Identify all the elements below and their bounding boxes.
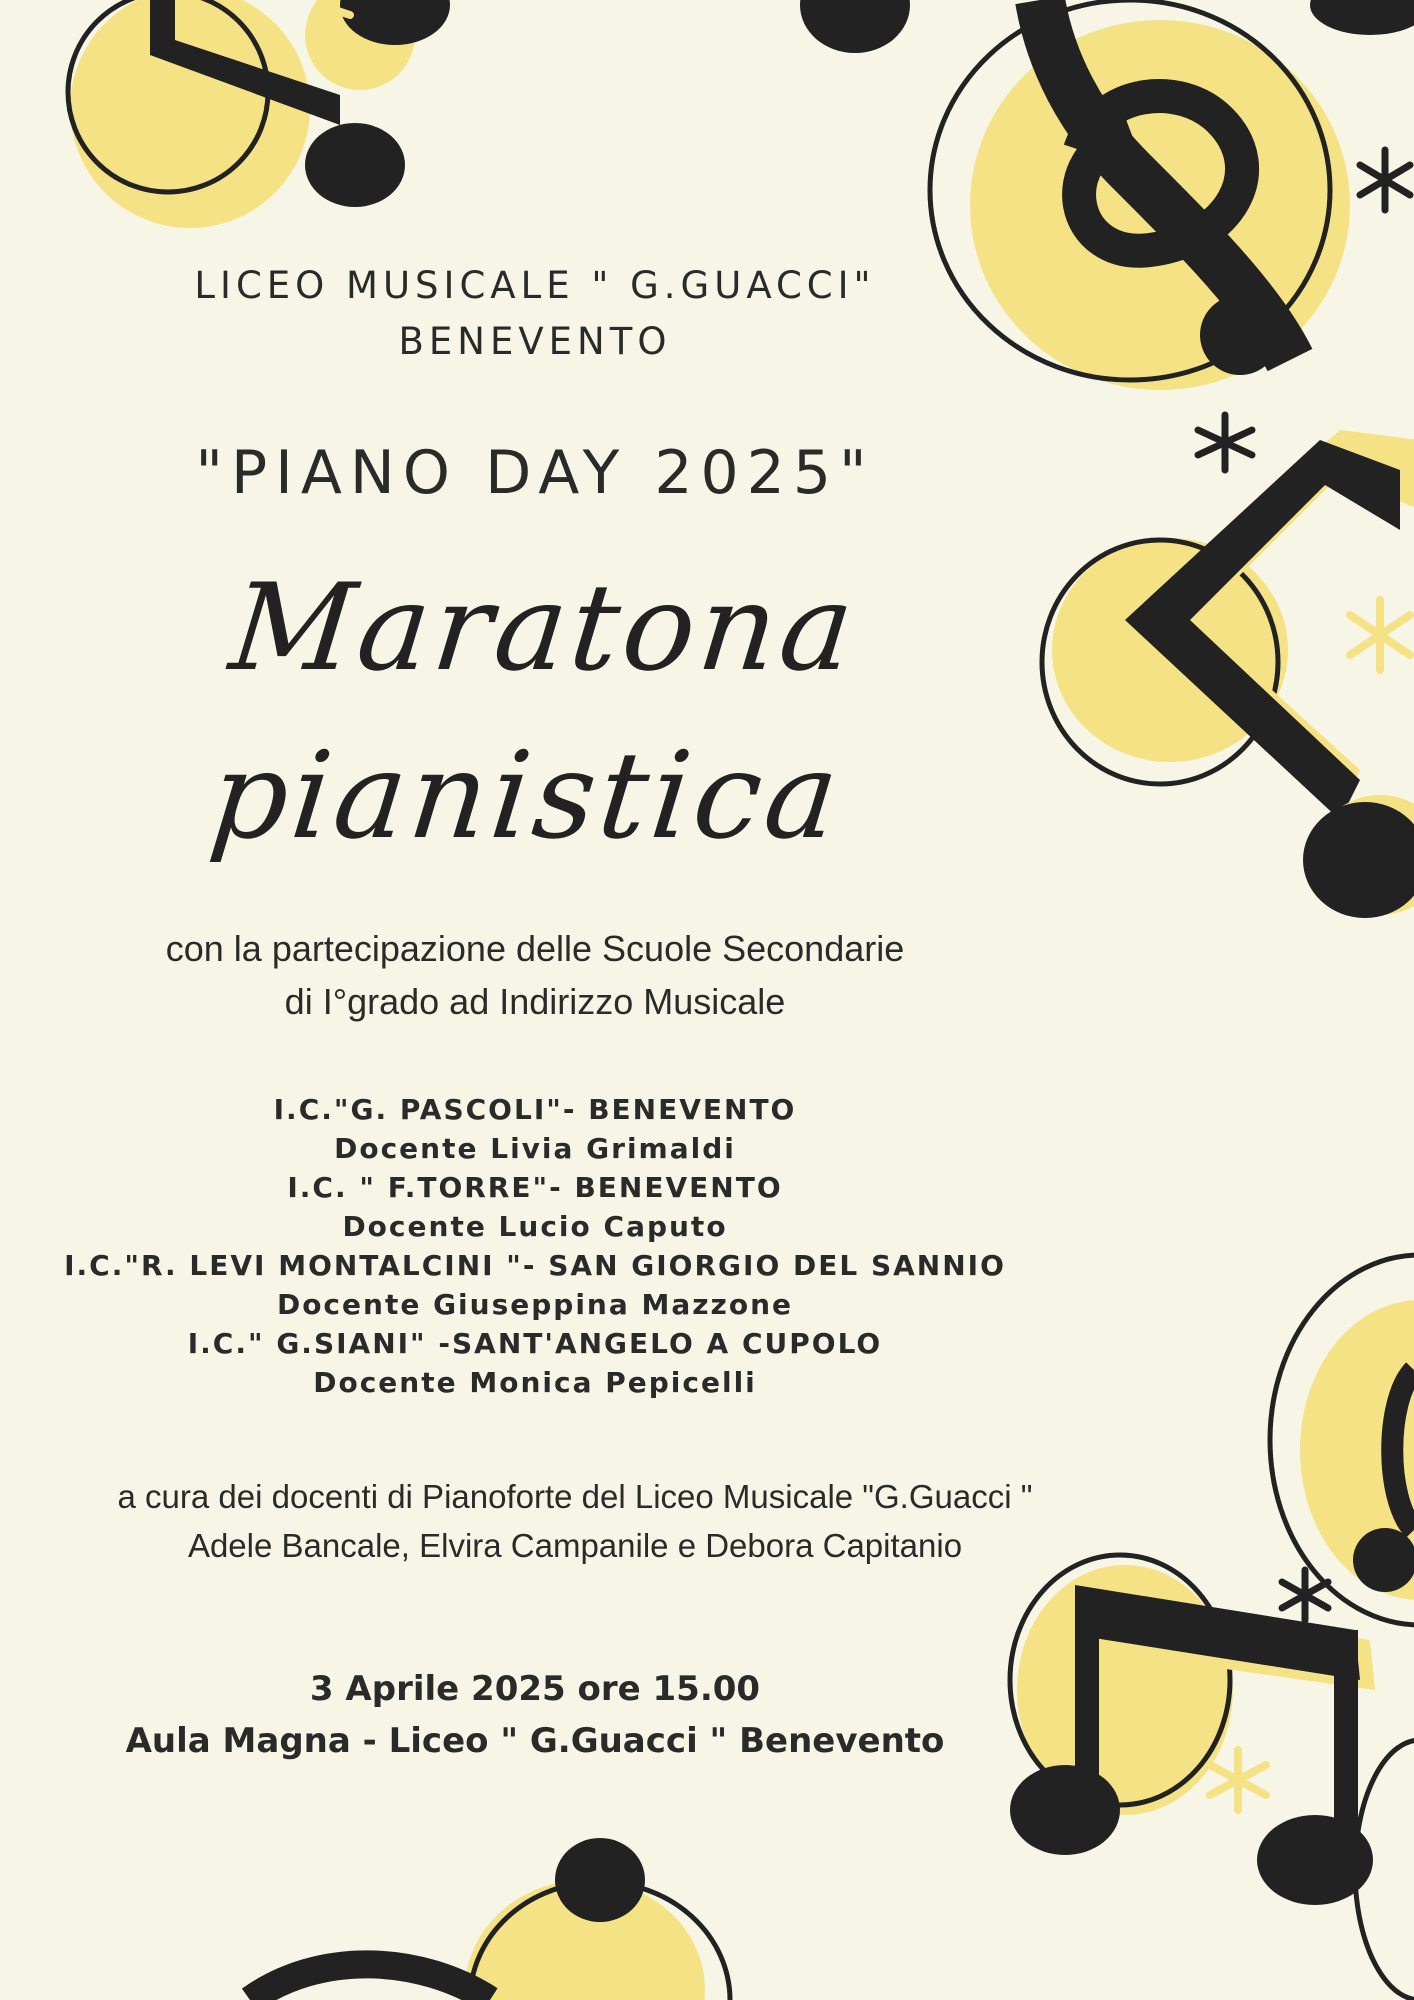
quarter-note-icon <box>1042 430 1414 918</box>
event-venue: Aula Magna - Liceo " G.Guacci " Benevento <box>125 1721 945 1761</box>
curators-text <box>0 1472 1150 1570</box>
beamed-notes-icon <box>1010 1555 1414 2000</box>
curators-line1: a cura dei docenti di Pianoforte del Liceo Musicale "G.Guacci " <box>117 1478 1033 1515</box>
school-item-teacher: Docente Monica Pepicelli <box>313 1366 757 1399</box>
event-info <box>0 1663 1070 1767</box>
half-note-icon <box>1270 1255 1414 1625</box>
script-title <box>0 545 1088 881</box>
participation-line2: di I°grado ad Indirizzo Musicale <box>284 981 786 1022</box>
participation-text <box>0 922 1070 1028</box>
event-title: "PIANO DAY 2025" <box>195 438 875 508</box>
eighth-note-icon <box>250 1838 730 2000</box>
school-item-teacher: Docente Livia Grimaldi <box>334 1132 736 1165</box>
school-item-name: I.C."R. LEVI MONTALCINI "- SAN GIORGIO DEL SANNIO <box>64 1249 1006 1282</box>
school-item-teacher: Docente Lucio Caputo <box>342 1210 728 1243</box>
script-title-line1: Maratona <box>224 559 864 698</box>
school-item-name: I.C. " F.TORRE"- BENEVENTO <box>287 1171 783 1204</box>
participation-line1: con la partecipazione delle Scuole Secondarie <box>165 928 905 969</box>
script-title-line2: pianistica <box>204 727 849 866</box>
eighth-note-icon <box>68 0 450 228</box>
school-item-name: I.C." G.SIANI" -SANT'ANGELO A CUPOLO <box>187 1327 883 1360</box>
school-city: BENEVENTO <box>398 320 672 363</box>
school-header <box>0 258 1070 370</box>
event-datetime: 3 Aprile 2025 ore 15.00 <box>309 1669 761 1709</box>
school-name: LICEO MUSICALE " G.GUACCI" <box>194 264 876 307</box>
school-item-teacher: Docente Giuseppina Mazzone <box>276 1288 794 1321</box>
curators-line2: Adele Bancale, Elvira Campanile e Debora Capitanio <box>187 1527 963 1564</box>
school-item-name: I.C."G. PASCOLI"- BENEVENTO <box>273 1093 797 1126</box>
schools-list <box>0 1090 1070 1402</box>
